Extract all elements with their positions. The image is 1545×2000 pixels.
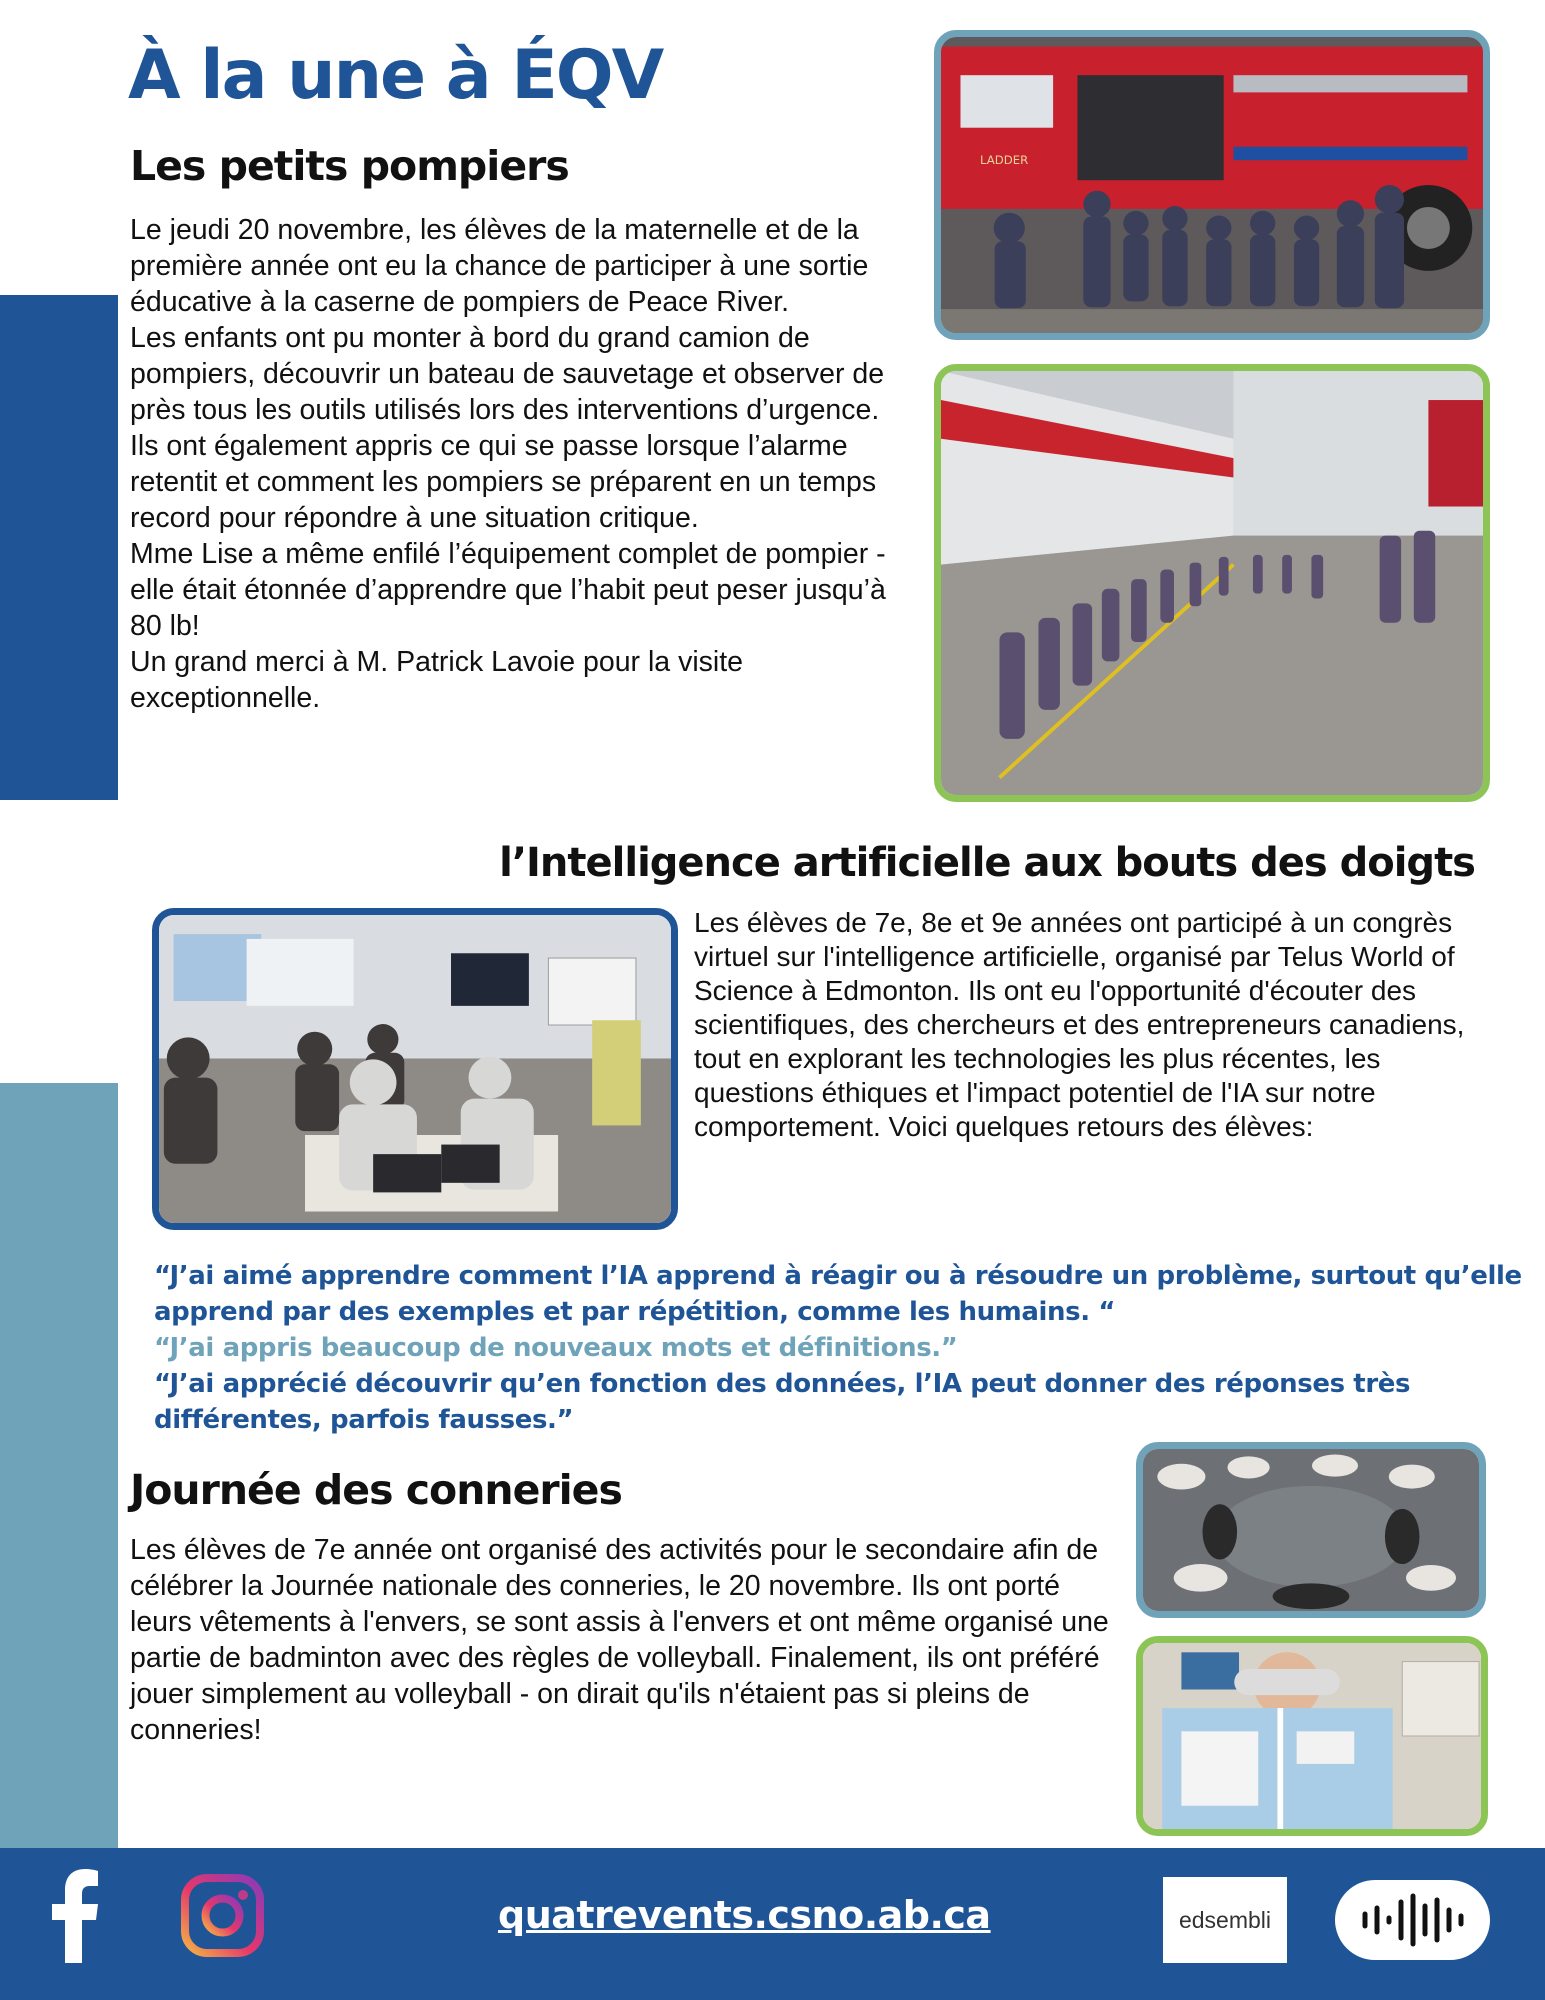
quote-2: “J’ai appris beaucoup de nouveaux mots et définitions.” xyxy=(154,1333,958,1363)
facebook-icon[interactable] xyxy=(50,1868,100,1963)
sound-wave-icon xyxy=(1335,1880,1490,1960)
quote-1: “J’ai aimé apprendre comment l’IA apprend à réagir ou à résoudre un problème, surtout qu’elle apprend par des exemples et par répétition, comme les humains. “ xyxy=(154,1261,1522,1327)
quote-3: “J’ai apprécié découvrir qu’en fonction des données, l’IA peut donner des réponses très différentes, parfois fausses.” xyxy=(154,1369,1411,1435)
edsembli-logo[interactable] xyxy=(1163,1877,1287,1963)
section-heading-pompiers: Les petits pompiers xyxy=(130,142,569,190)
pompiers-paragraph: Un grand merci à M. Patrick Lavoie pour la visite exceptionnelle. xyxy=(130,646,744,714)
photo-shoes-circle xyxy=(1136,1442,1486,1618)
pompiers-paragraph: Mme Lise a même enfilé l’équipement complet de pompier - elle était étonnée d’apprendre que l’habit peut peser jusqu’à 80 lb! xyxy=(130,538,886,642)
truck-lettering: LADDER xyxy=(979,153,1029,167)
section-heading-conneries: Journée des conneries xyxy=(130,1466,622,1514)
ia-paragraph: Les élèves de 7e, 8e et 9e années ont participé à un congrès virtuel sur l'intelligence artificielle, organisé par Telus World of Science à Edmonton. Ils ont eu l'opportunité d'écouter des scientifiques, des chercheurs et des entrepreneurs canadiens, tout en explorant les technologies les plus récentes, les questions éthiques et l'impact potentiel de l'IA sur notre comportement. Voici quelques retours des élèves: xyxy=(694,907,1465,1142)
photo-fire-truck-group xyxy=(934,30,1490,340)
edsembli-label: edsembli xyxy=(1178,1906,1272,1933)
photo-fire-station-hall xyxy=(934,364,1490,802)
left-accent-bar-light xyxy=(0,1083,118,1848)
website-link[interactable]: quatrevents.csno.ab.ca xyxy=(498,1893,991,1937)
instagram-icon[interactable] xyxy=(180,1873,265,1958)
podcast-button[interactable] xyxy=(1335,1880,1490,1960)
conneries-paragraph: Les élèves de 7e année ont organisé des activités pour le secondaire afin de célébrer la Journée nationale des conneries, le 20 novembre. Ils ont porté leurs vêtements à l'envers, se sont assis à l'envers et ont même organisé une partie de badminton avec des règles de volleyball. Finalement, ils ont préféré jouer simplement au volleyball - on dirait qu'ils n'étaient pas si pleins de conneries! xyxy=(130,1534,1109,1746)
conneries-text xyxy=(130,1532,1120,1748)
page-title: À la une à ÉQV xyxy=(128,36,663,115)
section-heading-ia: l’Intelligence artificielle aux bouts des doigts xyxy=(499,840,1475,886)
student-quotes xyxy=(154,1258,1524,1438)
photo-classroom-ai xyxy=(152,908,678,1230)
pompiers-paragraph: Les enfants ont pu monter à bord du grand camion de pompiers, découvrir un bateau de sauvetage et observer de près tous les outils utilisés lors des interventions d’urgence. Ils ont également appris ce qui se passe lorsque l’alarme retentit et comment les pompiers se préparent en un temps record pour répondre à une situation critique. xyxy=(130,322,885,534)
pompiers-paragraph: Le jeudi 20 novembre, les élèves de la maternelle et de la première année ont eu la chance de participer à une sortie éducative à la caserne de pompiers de Peace River. xyxy=(130,214,869,318)
photo-reading-student xyxy=(1136,1636,1488,1836)
ia-text xyxy=(694,906,1494,1144)
pompiers-text xyxy=(130,212,890,716)
left-accent-bar-dark xyxy=(0,295,118,800)
